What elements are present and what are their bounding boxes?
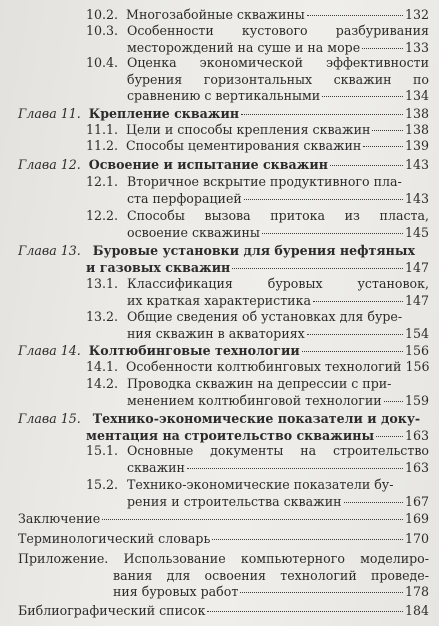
page-number: 138 xyxy=(404,106,429,121)
toc-chapter-15 xyxy=(18,411,429,444)
toc-entry-12-1 xyxy=(86,174,429,207)
toc-entry-15-2 xyxy=(86,477,429,510)
page-number: 163 xyxy=(404,459,429,475)
leader-dots xyxy=(307,333,403,335)
section-number: 12.1. xyxy=(86,174,119,189)
section-number: 10.4. xyxy=(86,55,119,70)
section-title-line: Классификация буровых установок, xyxy=(127,276,429,291)
chapter-title-line: Буровые установки для бурения нефтяных xyxy=(92,243,415,258)
toc-entry-glossary xyxy=(18,531,429,548)
section-title-line: рения и строительства скважин xyxy=(127,493,342,509)
toc-chapter-12 xyxy=(18,157,429,174)
leader-dots xyxy=(384,400,403,402)
toc-entry-13-2 xyxy=(86,309,429,342)
leader-dots xyxy=(313,300,403,302)
leader-dots xyxy=(187,467,403,469)
page-number: 143 xyxy=(404,157,429,172)
section-title-line: Проводка скважин на депрессии с при- xyxy=(127,376,392,391)
page-number: 154 xyxy=(404,325,429,341)
chapter-title: Крепление скважин xyxy=(88,106,240,121)
entry-title: Библиографический список xyxy=(18,603,206,618)
leader-dots xyxy=(102,518,403,520)
chapter-label: Глава 12. xyxy=(18,157,81,172)
leader-dots xyxy=(363,145,403,147)
page-number: 139 xyxy=(404,138,429,153)
section-title-line: Общие сведения об установках для буре- xyxy=(127,309,403,324)
section-title-line: скважин xyxy=(127,459,185,475)
section-title-line: Технико-экономические показатели бу- xyxy=(127,477,394,492)
entry-title-line: Приложение. Использование компьютерного моделиро- xyxy=(18,551,429,566)
leader-dots xyxy=(307,14,403,16)
chapter-title-line: и газовых скважин xyxy=(86,259,231,275)
page-number: 184 xyxy=(404,603,429,618)
page-number: 147 xyxy=(404,259,429,275)
leader-dots xyxy=(376,435,403,437)
toc-chapter-11 xyxy=(18,106,429,123)
chapter-label: Глава 14. xyxy=(18,343,81,358)
page-number: 147 xyxy=(404,292,429,308)
leader-dots xyxy=(344,501,403,503)
chapter-title-line: ментация на строительство скважины xyxy=(86,427,375,443)
leader-dots xyxy=(244,198,403,200)
leader-dots xyxy=(240,591,403,593)
leader-dots xyxy=(372,129,403,131)
leader-dots xyxy=(232,267,403,269)
section-number: 13.1. xyxy=(86,276,119,291)
section-number: 11.2. xyxy=(86,138,119,153)
page-number: 159 xyxy=(404,392,429,408)
page-number: 145 xyxy=(404,224,429,240)
page-number: 167 xyxy=(404,493,429,509)
leader-dots xyxy=(241,113,403,115)
section-number: 10.2. xyxy=(86,7,119,22)
toc-entry-bibliography xyxy=(18,603,429,620)
leader-dots xyxy=(362,47,403,49)
toc-chapter-14 xyxy=(18,343,429,360)
entry-title-line: ния буровых работ xyxy=(113,584,239,599)
toc-entry-14-1 xyxy=(86,359,429,376)
section-title-line: Оценка экономической эффективности xyxy=(127,55,429,70)
toc-entry-conclusion xyxy=(18,511,429,528)
section-title-line: бурения горизонтальных скважин по xyxy=(127,71,429,87)
page-number: 138 xyxy=(404,122,429,137)
section-title-line: Способы вызова притока из пласта, xyxy=(127,208,429,223)
section-number: 12.2. xyxy=(86,208,119,223)
page-number: 156 xyxy=(404,343,429,358)
page-number: 156 xyxy=(405,359,430,374)
page-number: 134 xyxy=(404,88,429,103)
section-title-line: менением колтюбинговой технологии xyxy=(127,392,382,408)
page-number: 163 xyxy=(404,427,429,443)
page-number: 169 xyxy=(404,511,429,526)
chapter-title: Освоение и испытание скважин xyxy=(88,157,328,172)
leader-dots xyxy=(207,610,402,612)
chapter-title-line: Технико-экономические показатели и доку- xyxy=(92,411,421,426)
entry-title: Терминологический словарь xyxy=(18,531,211,546)
leader-dots xyxy=(212,538,403,540)
section-title-line: месторождений на суше и на море xyxy=(127,39,361,55)
section-number: 15.2. xyxy=(86,477,119,492)
section-number: 14.2. xyxy=(86,376,119,391)
chapter-label: Глава 15. xyxy=(18,411,81,426)
page-number: 170 xyxy=(404,531,429,546)
section-title-line: Вторичное вскрытие продуктивного пла- xyxy=(127,174,402,189)
leader-dots xyxy=(322,95,403,97)
page-number: 133 xyxy=(404,39,429,55)
section-title-line: ния скважин в акваториях xyxy=(127,325,305,341)
section-title-line: их краткая характеристика xyxy=(127,292,311,308)
section-title-line: ста перфорацией xyxy=(127,190,242,206)
section-title: Способы цементирования скважин xyxy=(126,138,362,153)
chapter-label: Глава 13. xyxy=(18,243,81,258)
chapter-label: Глава 11. xyxy=(18,106,81,121)
page-number: 178 xyxy=(404,584,429,599)
chapter-title: Колтюбинговые технологии xyxy=(88,343,300,358)
entry-title: Заключение xyxy=(18,511,101,526)
toc-entry-15-1 xyxy=(86,443,429,476)
section-title: Особенности колтюбинговых технологий xyxy=(126,359,402,374)
toc-entry-12-2 xyxy=(86,208,429,241)
page-number: 132 xyxy=(404,7,429,22)
toc-entry-11-2 xyxy=(86,138,429,155)
entry-title-line: вания для освоения технологий проведе- xyxy=(113,567,429,583)
leader-dots xyxy=(302,350,403,352)
toc-entry-11-1 xyxy=(86,122,429,139)
section-title-line: сравнению с вертикальными xyxy=(127,88,321,103)
section-number: 10.3. xyxy=(86,23,119,38)
page-number: 143 xyxy=(404,190,429,206)
toc-entry-14-2 xyxy=(86,376,429,409)
section-title-line: Особенности кустового разбуривания xyxy=(127,23,429,38)
section-number: 14.1. xyxy=(86,359,119,374)
toc-entry-13-1 xyxy=(86,276,429,309)
section-number: 15.1. xyxy=(86,443,119,458)
section-number: 11.1. xyxy=(86,122,119,137)
toc-entry-appendix xyxy=(18,551,429,601)
toc-entry-10-4 xyxy=(86,55,429,105)
toc-entry-10-3 xyxy=(86,23,429,56)
section-title-line: освоение скважины xyxy=(127,224,260,240)
leader-dots xyxy=(262,232,403,234)
toc-chapter-13 xyxy=(18,243,429,276)
toc-entry-10-2 xyxy=(86,7,429,24)
section-title: Цели и способы крепления скважин xyxy=(126,122,371,137)
leader-dots xyxy=(330,164,403,166)
section-title-line: Основные документы на строительство xyxy=(127,443,429,458)
section-number: 13.2. xyxy=(86,309,119,324)
section-title: Многозабойные скважины xyxy=(126,7,305,22)
